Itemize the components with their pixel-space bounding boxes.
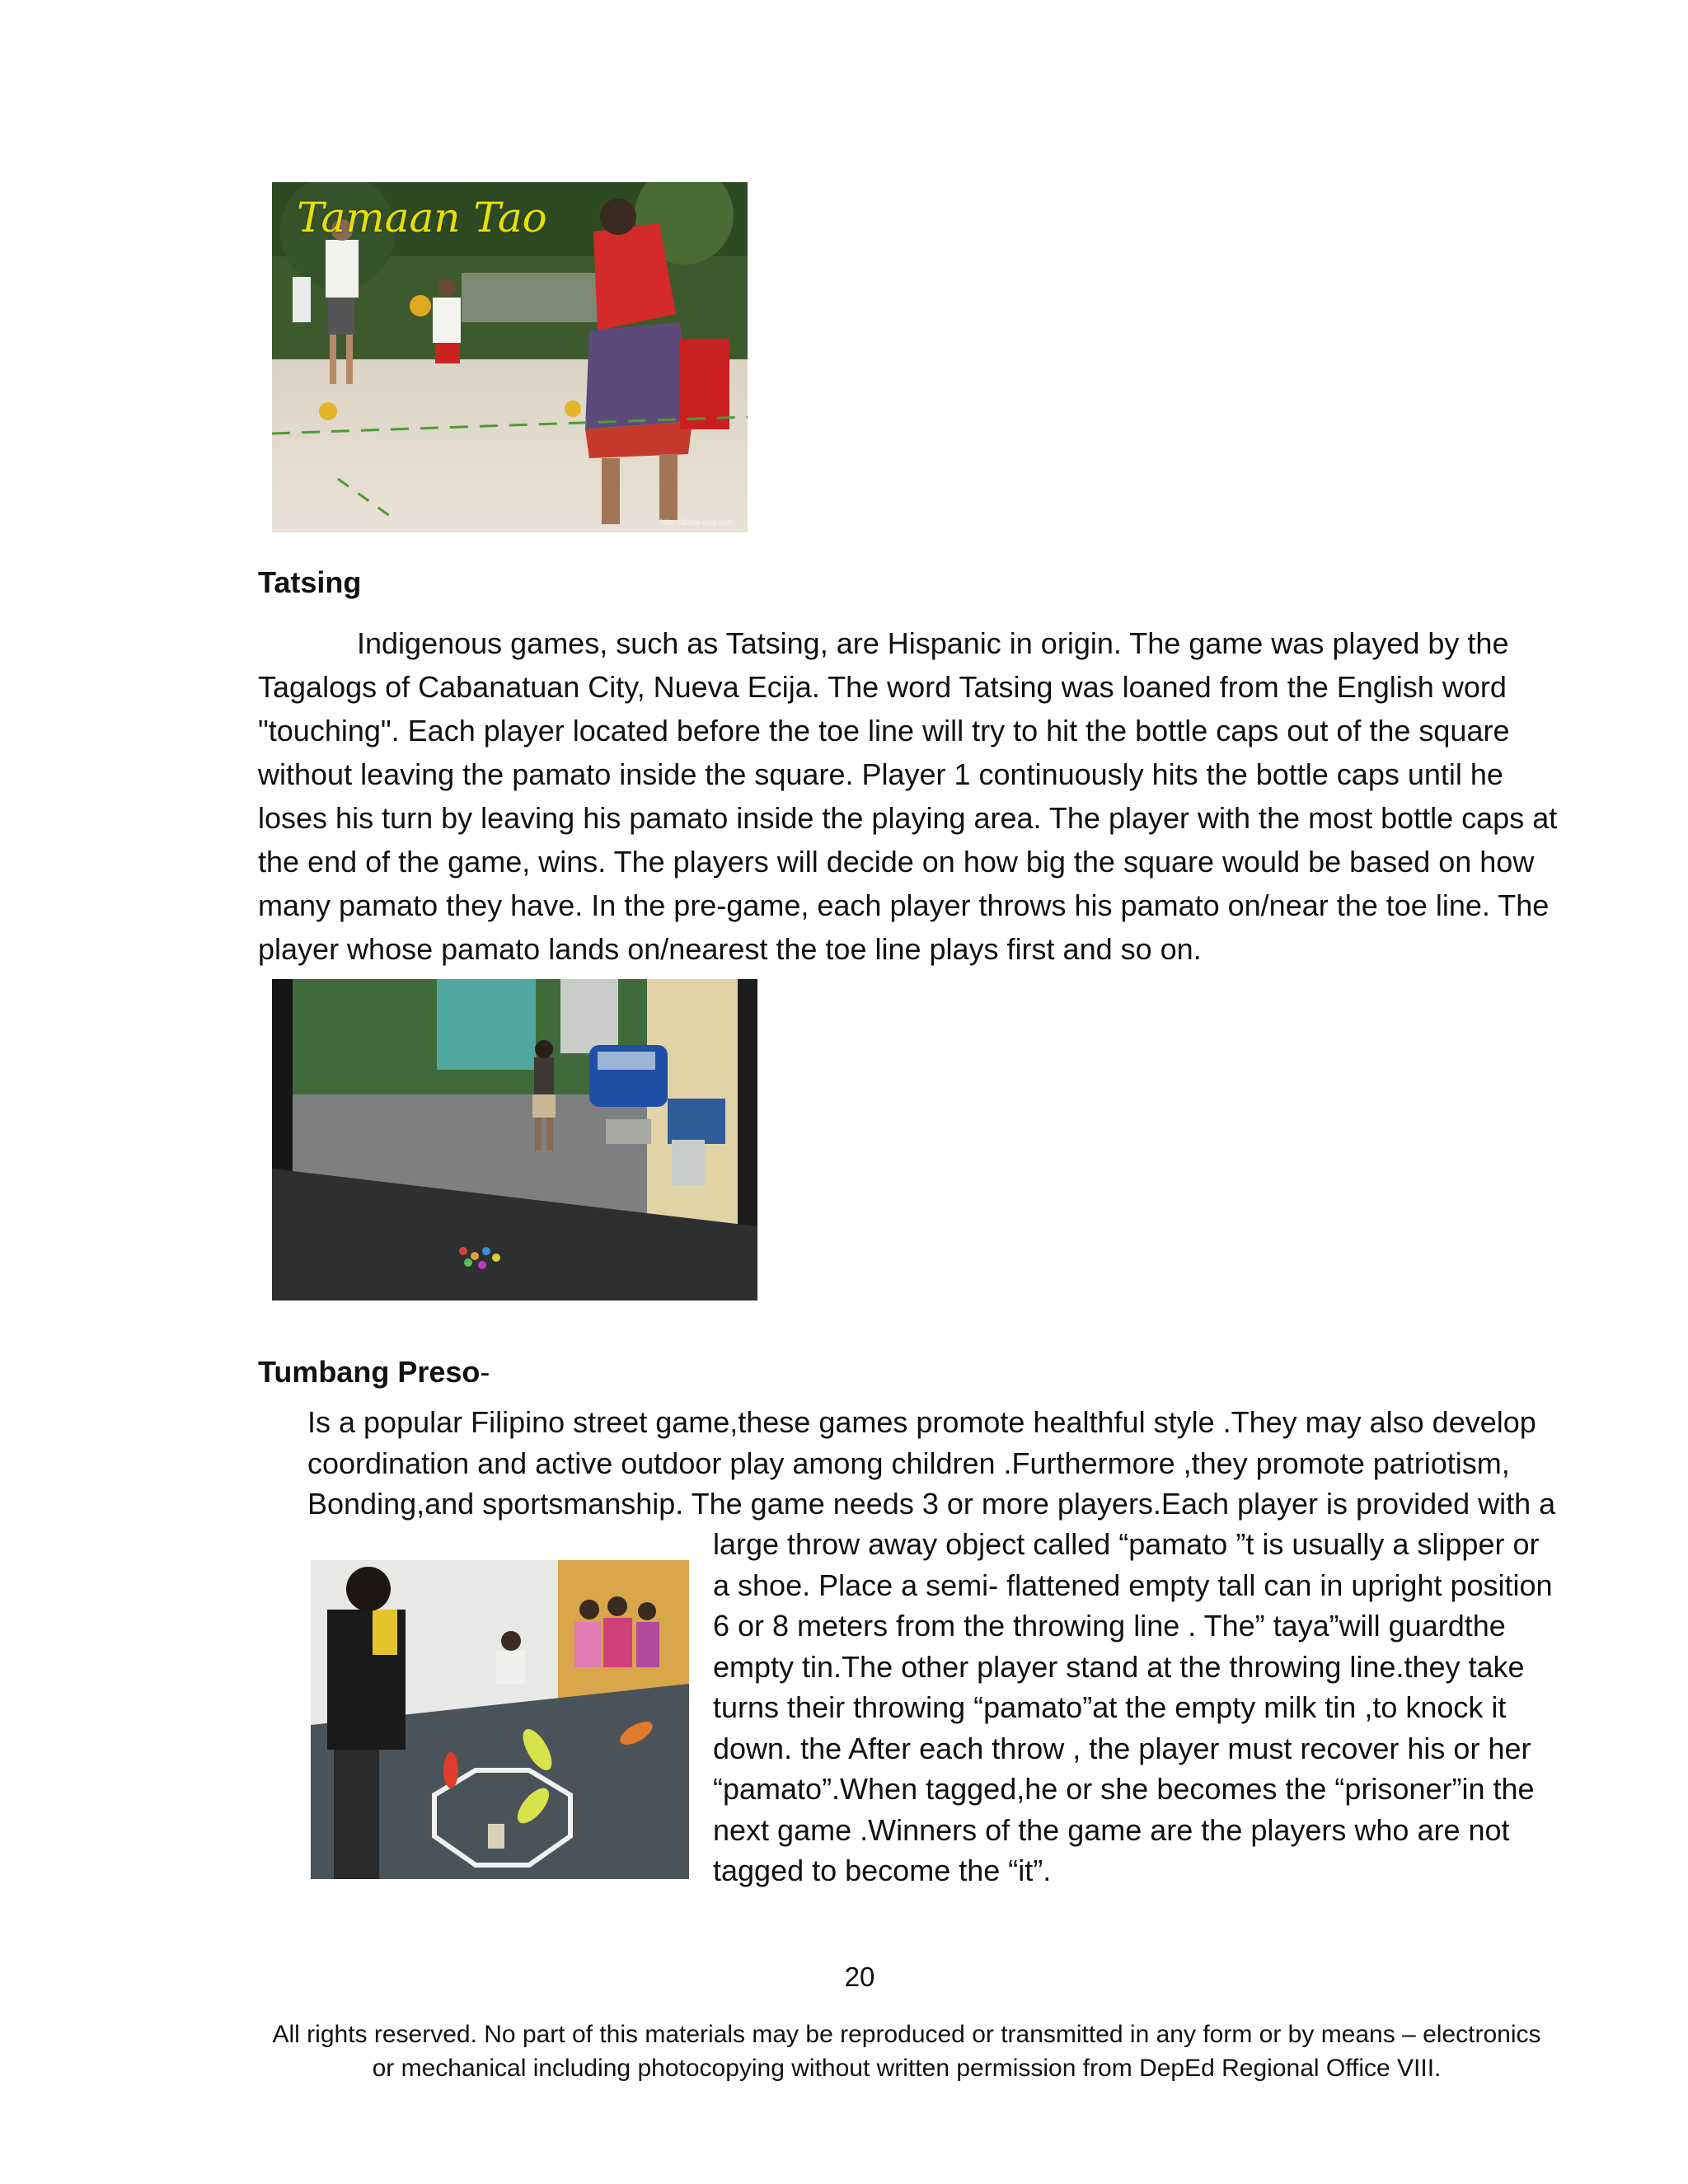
tumbang-preso-paragraph-top: Is a popular Filipino street game,these games promote healthful style .They may also develop coordination and active outdoor play among children .Furthermore ,they promote patriotism, Bonding,and sportsmanship. The game needs 3 or more players.Each player is provided with a: [307, 1405, 1556, 1521]
copyright-notice-line1: All rights reserved. No part of this materials may be reproduced or transmitted in any form or by means – electronics: [272, 2021, 1541, 2048]
tumbang-preso-heading: [258, 1354, 490, 1390]
tatsing-paragraph: [258, 621, 1568, 971]
tatsing-photo: [272, 979, 757, 1301]
tumbang-preso-paragraph-side: large throw away object called “pamato ”t is usually a slipper or a shoe. Place a semi- flattened empty tall can in upright position 6 or 8 meters from the throwing line . The” taya”will guardthe empty tin.The other player stand at the throwing line.they take turns their throwing “pamato”at the empty milk tin ,to knock it down. the After each throw , the player must recover his or her “pamato”.When tagged,he or she becomes the “prisoner”in the next game .Winners of the game are the players who are not tagged to become the “it”.: [713, 1527, 1553, 1887]
tumbang-preso-dash: -: [480, 1355, 490, 1389]
tatsing-body: Indigenous games, such as Tatsing, are Hispanic in origin. The game was played by the Tagalogs of Cabanatuan City, Nueva Ecija. The word Tatsing was loaned from the English word "touching". Each player located before the toe line will try to hit the bottle caps out of the square without leaving the pamato inside the square. Player 1 continuously hits the bottle caps until he loses his turn by leaving his pamato inside the playing area. The player with the most bottle caps at the end of the game, wins. The players will decide on how big the square would be based on how many pamato they have. In the pre-game, each player throws his pamato on/near the toe line. The player whose pamato lands on/nearest the toe line plays first and so on.: [258, 626, 1558, 966]
photo-watermark: http://daisy-ong.com: [659, 518, 734, 527]
tatsing-heading: Tatsing: [258, 565, 362, 599]
tumbang-preso-photo: [311, 1560, 689, 1879]
tamaan-tao-photo: [272, 182, 748, 532]
tumbang-preso-title: Tumbang Preso: [258, 1355, 481, 1389]
page-number: 20: [844, 1961, 875, 1992]
copyright-notice-line2: or mechanical including photocopying without written permission from DepEd Regional Office VIII.: [372, 2055, 1442, 2082]
photo-overlay-title: Tamaan Tao: [297, 194, 547, 241]
